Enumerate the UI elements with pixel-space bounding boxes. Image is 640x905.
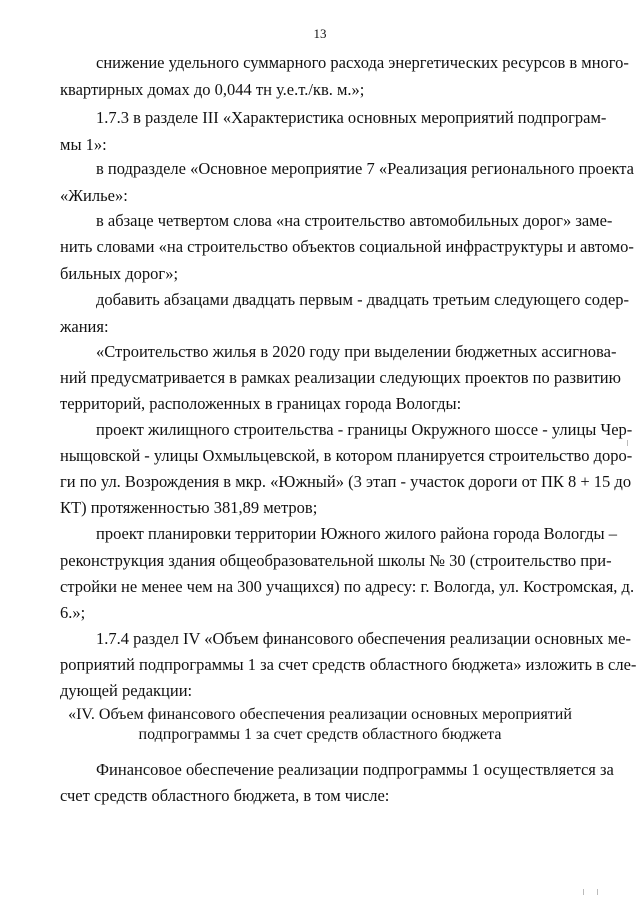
text-line: проект жилищного строительства - границы Окружного шоссе - улицы Чер- xyxy=(96,420,633,439)
text-line: 6.»; xyxy=(60,603,86,622)
text-line: территорий, расположенных в границах города Вологды: xyxy=(60,394,462,413)
text-line: ний предусматривается в рамках реализации следующих проектов по развитию xyxy=(60,368,621,387)
text-line: 1.7.4 раздел IV «Объем финансового обеспечения реализации основных ме- xyxy=(96,629,631,648)
text-line: ныщовской - улицы Охмыльцевской, в котором планируется строительство доро- xyxy=(60,446,633,465)
text-line: 1.7.3 в разделе III «Характеристика основных мероприятий подпрограм- xyxy=(96,108,607,127)
scan-speck xyxy=(597,889,598,895)
text-line: КТ) протяженностью 381,89 метров; xyxy=(60,498,318,517)
text-line: проект планировки территории Южного жилого района города Вологды – xyxy=(96,524,617,543)
text-line: «Жилье»: xyxy=(60,186,128,205)
text-line: в подразделе «Основное мероприятие 7 «Реализация регионального проекта xyxy=(96,159,634,178)
text-line: жания: xyxy=(60,317,109,336)
text-line: снижение удельного суммарного расхода энергетических ресурсов в много- xyxy=(96,53,629,72)
text-line: ги по ул. Возрождения в мкр. «Южный» (3 этап - участок дороги от ПК 8 + 15 до xyxy=(60,472,632,491)
text-line: реконструкция здания общеобразовательной школы № 30 (строительство при- xyxy=(60,551,612,570)
text-line: «Строительство жилья в 2020 году при выделении бюджетных ассигнова- xyxy=(96,342,617,361)
text-line: в абзаце четвертом слова «на строительство автомобильных дорог» заме- xyxy=(96,211,613,230)
text-line: стройки не менее чем на 300 учащихся) по адресу: г. Вологда, ул. Костромская, д. xyxy=(60,577,635,596)
page-number: 13 xyxy=(313,26,327,41)
text-line: роприятий подпрограммы 1 за счет средств областного бюджета» изложить в сле- xyxy=(60,655,637,674)
section-heading-line: подпрограммы 1 за счет средств областного бюджета xyxy=(138,726,502,743)
text-line: счет средств областного бюджета, в том числе: xyxy=(60,786,390,805)
section-heading-line: «IV. Объем финансового обеспечения реализации основных мероприятий xyxy=(68,706,572,723)
scan-speck xyxy=(583,889,584,895)
text-line: Финансовое обеспечение реализации подпрограммы 1 осуществляется за xyxy=(96,760,614,779)
text-line: бильных дорог»; xyxy=(60,264,179,283)
text-line: дующей редакции: xyxy=(60,681,193,700)
scan-speck xyxy=(627,440,628,446)
text-line: мы 1»: xyxy=(60,135,107,154)
text-line: квартирных домах до 0,044 тн у.е.т./кв. м.»; xyxy=(60,80,365,99)
text-line: нить словами «на строительство объектов социальной инфраструктуры и автомо- xyxy=(60,237,634,256)
text-line: добавить абзацами двадцать первым - двадцать третьим следующего содер- xyxy=(96,290,630,309)
